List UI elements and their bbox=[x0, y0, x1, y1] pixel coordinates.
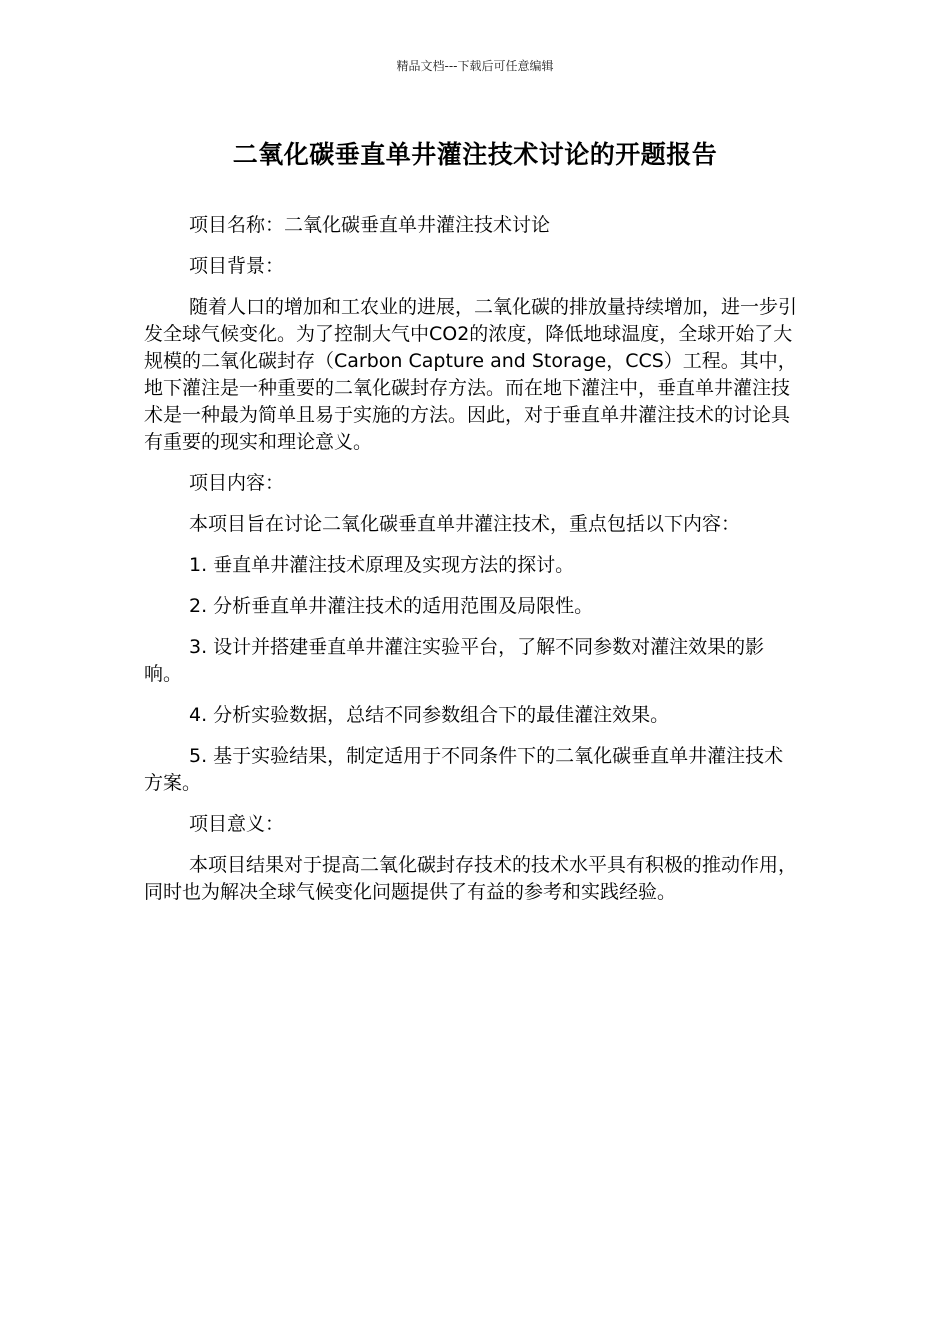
content-item-3: 3. 设计并搭建垂直单井灌注实验平台，了解不同参数对灌注效果的影响。 bbox=[144, 636, 765, 685]
background-heading: 项目背景： bbox=[189, 255, 285, 277]
content-item-5: 5. 基于实验结果，制定适用于不同条件下的二氧化碳垂直单井灌注技术方案。 bbox=[144, 745, 784, 794]
header-note: 精品文档---下载后可任意编辑 bbox=[396, 59, 554, 73]
significance-heading: 项目意义： bbox=[189, 813, 285, 835]
content-item-2: 2. 分析垂直单井灌注技术的适用范围及局限性。 bbox=[189, 595, 594, 617]
document-title: 二氧化碳垂直单井灌注技术讨论的开题报告 bbox=[232, 140, 718, 169]
significance-paragraph: 本项目结果对于提高二氧化碳封存技术的技术水平具有积极的推动作用，同时也为解决全球气候变化问题提供了有益的参考和实践经验。 bbox=[144, 854, 798, 903]
background-paragraph: 随着人口的增加和工农业的进展，二氧化碳的排放量持续增加，进一步引发全球气候变化。为了控制大气中CO2的浓度，降低地球温度，全球开始了大规模的二氧化碳封存（Carbon Capture and Storage，CCS）工程。其中，地下灌注是一种重要的二氧化碳封存方法。而在地下灌注中，垂直单井灌注技术是一种最为简单且易于实施的方法。因此，对于垂直单井灌注技术的讨论具有重要的现实和理论意义。 bbox=[144, 296, 798, 453]
content-item-1: 1. 垂直单井灌注技术原理及实现方法的探讨。 bbox=[189, 554, 575, 576]
content-item-4: 4. 分析实验数据，总结不同参数组合下的最佳灌注效果。 bbox=[189, 704, 670, 726]
document-body bbox=[144, 212, 800, 920]
project-name-line: 项目名称：二氧化碳垂直单井灌注技术讨论 bbox=[189, 214, 551, 236]
content-intro: 本项目旨在讨论二氧化碳垂直单井灌注技术，重点包括以下内容： bbox=[189, 513, 741, 535]
content-heading: 项目内容： bbox=[189, 472, 285, 494]
